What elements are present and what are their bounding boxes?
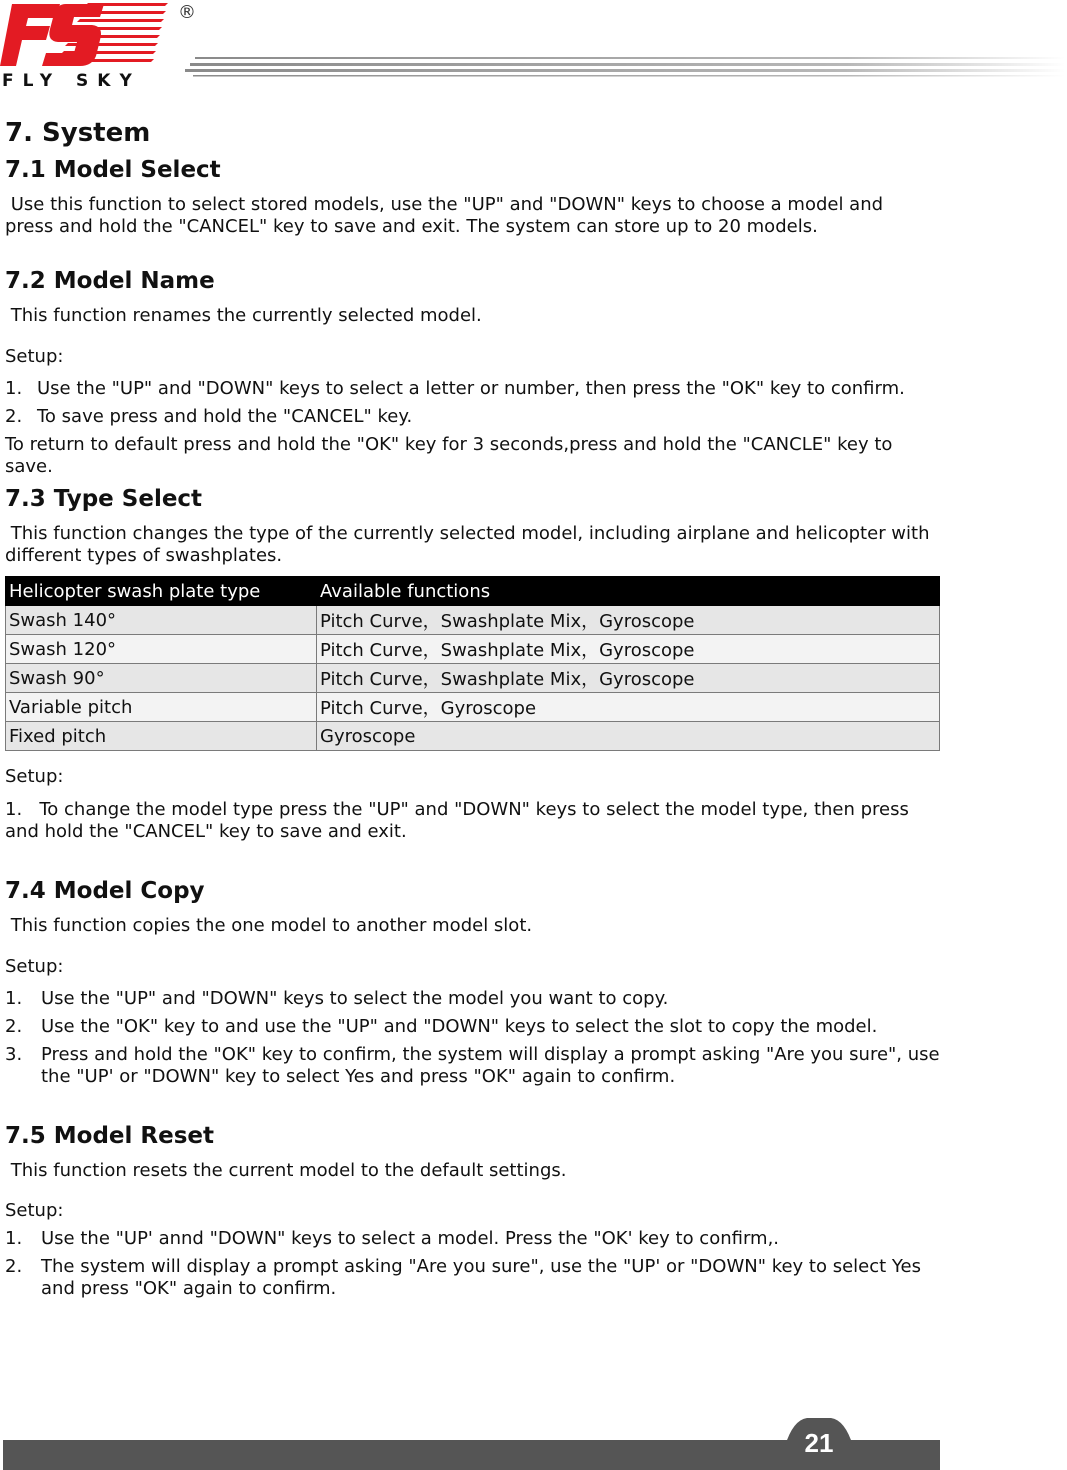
list-text: Use the "UP" and "DOWN" keys to select the model you want to copy. [41, 988, 669, 1009]
setup-label: Setup: [5, 346, 64, 367]
table-header-cell: Helicopter swash plate type [6, 577, 317, 606]
setup-label: Setup: [5, 766, 64, 787]
table-cell: Swash 90° [6, 664, 317, 693]
table-cell: Swash 120° [6, 635, 317, 664]
type-select-description: This function changes the type of the currently selected model, including airplane and helicopter with different types of swashplates. [5, 523, 936, 566]
flysky-logo [0, 0, 200, 92]
subsection-title-7-3: 7.3 Type Select [5, 486, 203, 512]
model-name-description: This function renames the currently selected model. [5, 305, 482, 326]
table-cell: Pitch Curve，Swashplate Mix，Gyroscope [317, 635, 940, 664]
table-row [6, 722, 940, 751]
model-reset-description: This function resets the current model to the default settings. [5, 1160, 567, 1181]
subsection-title-7-5: 7.5 Model Reset [5, 1123, 214, 1149]
table-cell: Gyroscope [317, 722, 940, 751]
list-number: 1. [5, 378, 23, 399]
setup-label: Setup: [5, 956, 64, 977]
logo-fs-letters [0, 4, 104, 66]
list-number: 2. [5, 406, 23, 427]
list-number: 1. [5, 988, 23, 1009]
list-text: To change the model type press the "UP" and "DOWN" keys to select the model type, then press and hold the "CANCEL" key to save and exit. [5, 799, 909, 842]
table-cell: Pitch Curve，Swashplate Mix，Gyroscope [317, 664, 940, 693]
model-copy-description: This function copies the one model to another model slot. [5, 915, 533, 936]
table-row [6, 606, 940, 635]
list-text: The system will display a prompt asking "Are you sure", use the "UP' or "DOWN" key to select Yes and press "OK" again to confirm. [41, 1256, 921, 1299]
list-number: 2. [5, 1256, 23, 1277]
list-text: Use the "OK" key to and use the "UP" and "DOWN" keys to select the slot to copy the model. [41, 1016, 878, 1037]
header-rule [185, 55, 1065, 79]
list-number: 1. [5, 799, 23, 820]
table-row [6, 693, 940, 722]
swash-plate-table [5, 576, 940, 751]
page-number: 21 [804, 1428, 834, 1458]
logo-brand-text: FLY SKY [2, 71, 141, 91]
table-header-row [6, 577, 940, 606]
list-number: 3. [5, 1044, 23, 1065]
registered-mark: ® [178, 2, 196, 23]
table-cell: Swash 140° [6, 606, 317, 635]
table-cell: Pitch Curve，Swashplate Mix，Gyroscope [317, 606, 940, 635]
list-text: Press and hold the "OK" key to confirm, the system will display a prompt asking "Are you sure", use the "UP' or "DOWN" key to select Yes and press "OK" again to confirm. [41, 1044, 940, 1087]
section-title: 7. System [5, 118, 151, 148]
table-cell: Fixed pitch [6, 722, 317, 751]
list-text: Use the "UP' annd "DOWN" keys to select a model. Press the "OK' key to confirm,. [41, 1228, 780, 1249]
list-text: To save press and hold the "CANCEL" key. [37, 406, 413, 427]
model-select-description: Use this function to select stored models, use the "UP" and "DOWN" keys to choose a model and press and hold the "CANCEL" key to save and exit. The system can store up to 20 models. [5, 194, 889, 237]
list-number: 2. [5, 1016, 23, 1037]
table-cell: Pitch Curve，Gyroscope [317, 693, 940, 722]
table-row [6, 635, 940, 664]
table-cell: Variable pitch [6, 693, 317, 722]
list-text: Use the "UP" and "DOWN" keys to select a letter or number, then press the "OK" key to confirm. [37, 378, 905, 399]
model-name-default-note: To return to default press and hold the "OK" key for 3 seconds,press and hold the "CANCLE" key to save. [5, 434, 893, 477]
setup-label: Setup: [5, 1200, 64, 1221]
list-number: 1. [5, 1228, 23, 1249]
table-header-cell: Available functions [317, 577, 940, 606]
type-select-step-1 [5, 799, 935, 843]
subsection-title-7-4: 7.4 Model Copy [5, 878, 205, 904]
subsection-title-7-2: 7.2 Model Name [5, 268, 215, 294]
subsection-title-7-1: 7.1 Model Select [5, 157, 221, 183]
table-row [6, 664, 940, 693]
